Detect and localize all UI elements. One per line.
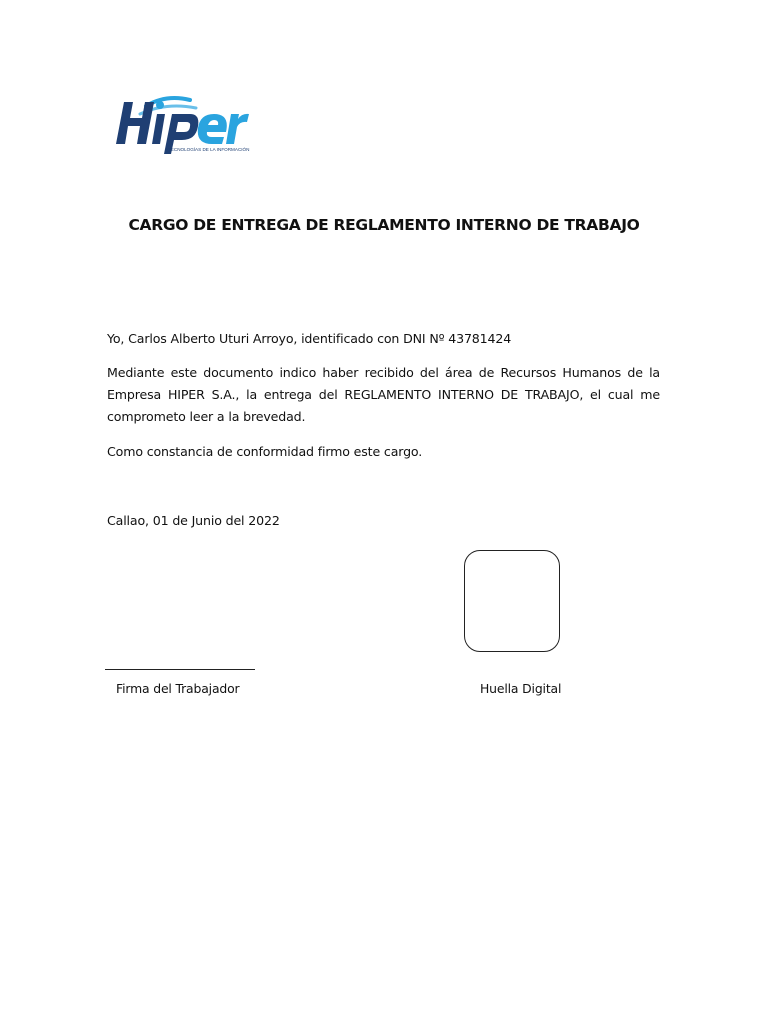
place-date: Callao, 01 de Junio del 2022 [107, 513, 280, 528]
worker-signature-label: Firma del Trabajador [116, 681, 240, 696]
receipt-paragraph: Mediante este documento indico haber recibido del área de Recursos Humanos de la Empresa HIPER S.A., la entrega del REGLAMENTO INTERNO DE TRABAJO, el cual me comprometo leer a la brevedad. [107, 365, 660, 424]
conformity-statement: Como constancia de conformidad firmo este cargo. [107, 444, 423, 459]
logo-tagline: TECNOLOGÍAS DE LA INFORMACIÓN [168, 147, 250, 152]
signature-line [105, 669, 255, 670]
company-logo [106, 92, 256, 158]
fingerprint-label: Huella Digital [480, 681, 562, 696]
intro-statement: Yo, Carlos Alberto Uturi Arroyo, identificado con DNI Nº 43781424 [107, 331, 512, 346]
document-title: CARGO DE ENTREGA DE REGLAMENTO INTERNO DE TRABAJO [128, 216, 640, 234]
fingerprint-box [464, 550, 560, 652]
